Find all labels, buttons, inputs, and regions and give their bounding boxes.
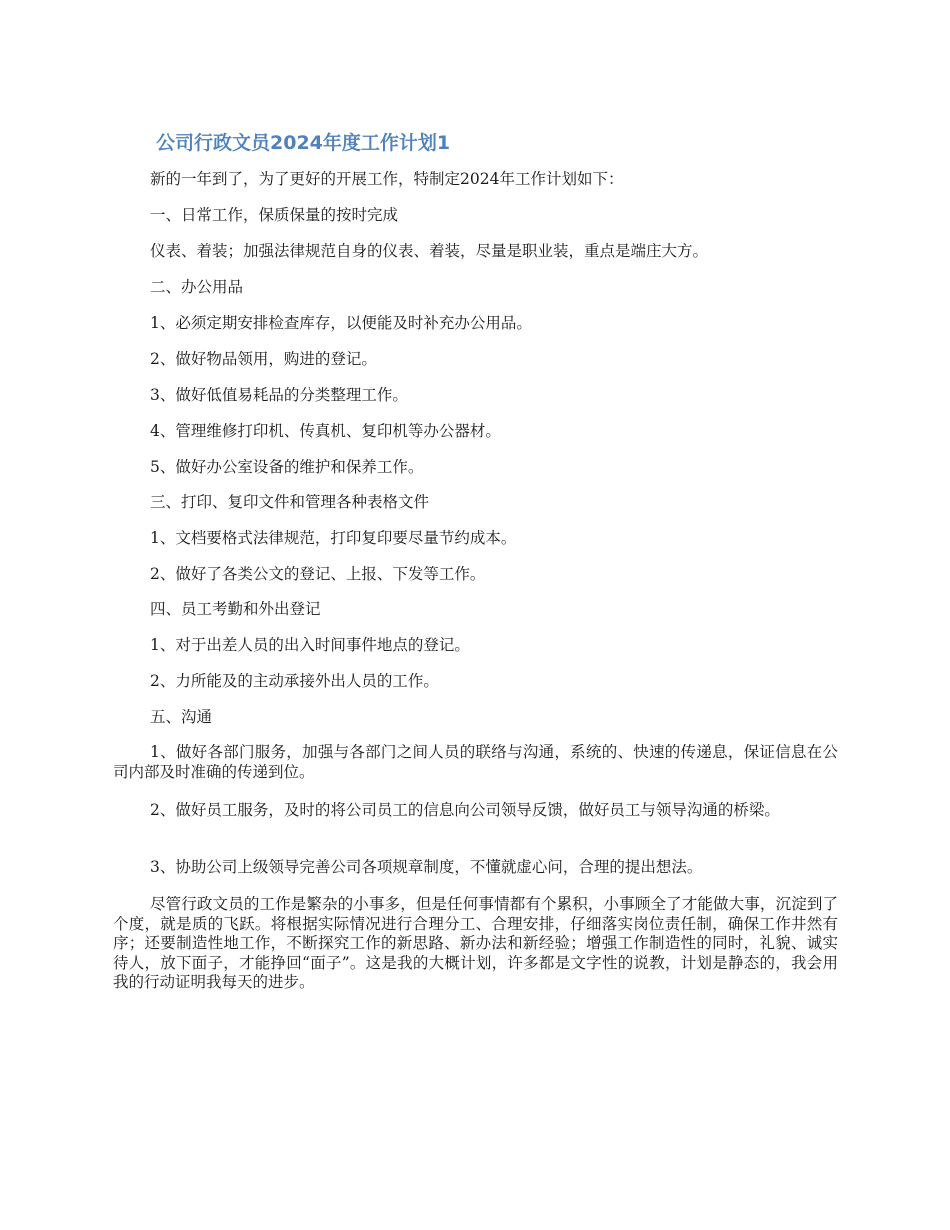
section4-item: 1、对于出差人员的出入时间事件地点的登记。 xyxy=(150,636,470,654)
section2-item: 2、做好物品领用，购进的登记。 xyxy=(150,350,377,368)
document-title: 公司行政文员2024年度工作计划1 xyxy=(156,132,451,154)
section2-item: 3、做好低值易耗品的分类整理工作。 xyxy=(150,386,408,404)
section3-heading: 三、打印、复印文件和管理各种表格文件 xyxy=(150,493,430,511)
section3-item: 2、做好了各类公文的登记、上报、下发等工作。 xyxy=(150,565,486,583)
section3-item: 1、文档要格式法律规范，打印复印要尽量节约成本。 xyxy=(150,529,517,547)
section1-heading: 一、日常工作，保质保量的按时完成 xyxy=(150,206,399,224)
closing-paragraph: 尽管行政文员的工作是繁杂的小事多，但是任何事情都有个累积，小事顾全了才能做大事，沉淀到了个度，就是质的飞跃。将根据实际情况进行合理分工、合理安排，仔细落实岗位责任制，确保工作井然有序；还要制造性地工作，不断探究工作的新思路、新办法和新经验；增强工作制造性的同时，礼貌、诚实待人，放下面子，才能挣回“面子”。这是我的大概计划，许多都是文字性的说教，计划是静态的，我会用我的行动证明我每天的进步。 xyxy=(113,895,838,991)
section2-item: 4、管理维修打印机、传真机、复印机等办公器材。 xyxy=(150,422,501,440)
section2-heading: 二、办公用品 xyxy=(150,278,244,296)
section5-item: 3、协助公司上级领导完善公司各项规章制度，不懂就虚心问，合理的提出想法。 xyxy=(150,858,703,876)
section4-heading: 四、员工考勤和外出登记 xyxy=(150,600,321,618)
section1-text: 仪表、着装；加强法律规范自身的仪表、着装，尽量是职业装，重点是端庄大方。 xyxy=(150,242,709,260)
section2-item: 5、做好办公室设备的维护和保养工作。 xyxy=(150,458,424,476)
section5-heading: 五、沟通 xyxy=(150,708,213,726)
section2-item: 1、必须定期安排检查库存，以便能及时补充办公用品。 xyxy=(150,314,532,332)
section5-item: 1、做好各部门服务，加强与各部门之间人员的联络与沟通，系统的、快速的传递息，保证信息在公司内部及时准确的传递到位。 xyxy=(113,743,838,781)
section4-item: 2、力所能及的主动承接外出人员的工作。 xyxy=(150,672,439,690)
section5-item: 2、做好员工服务，及时的将公司员工的信息向公司领导反馈，做好员工与领导沟通的桥梁。 xyxy=(150,801,780,819)
intro-paragraph: 新的一年到了，为了更好的开展工作，特制定2024年工作计划如下： xyxy=(150,170,624,188)
